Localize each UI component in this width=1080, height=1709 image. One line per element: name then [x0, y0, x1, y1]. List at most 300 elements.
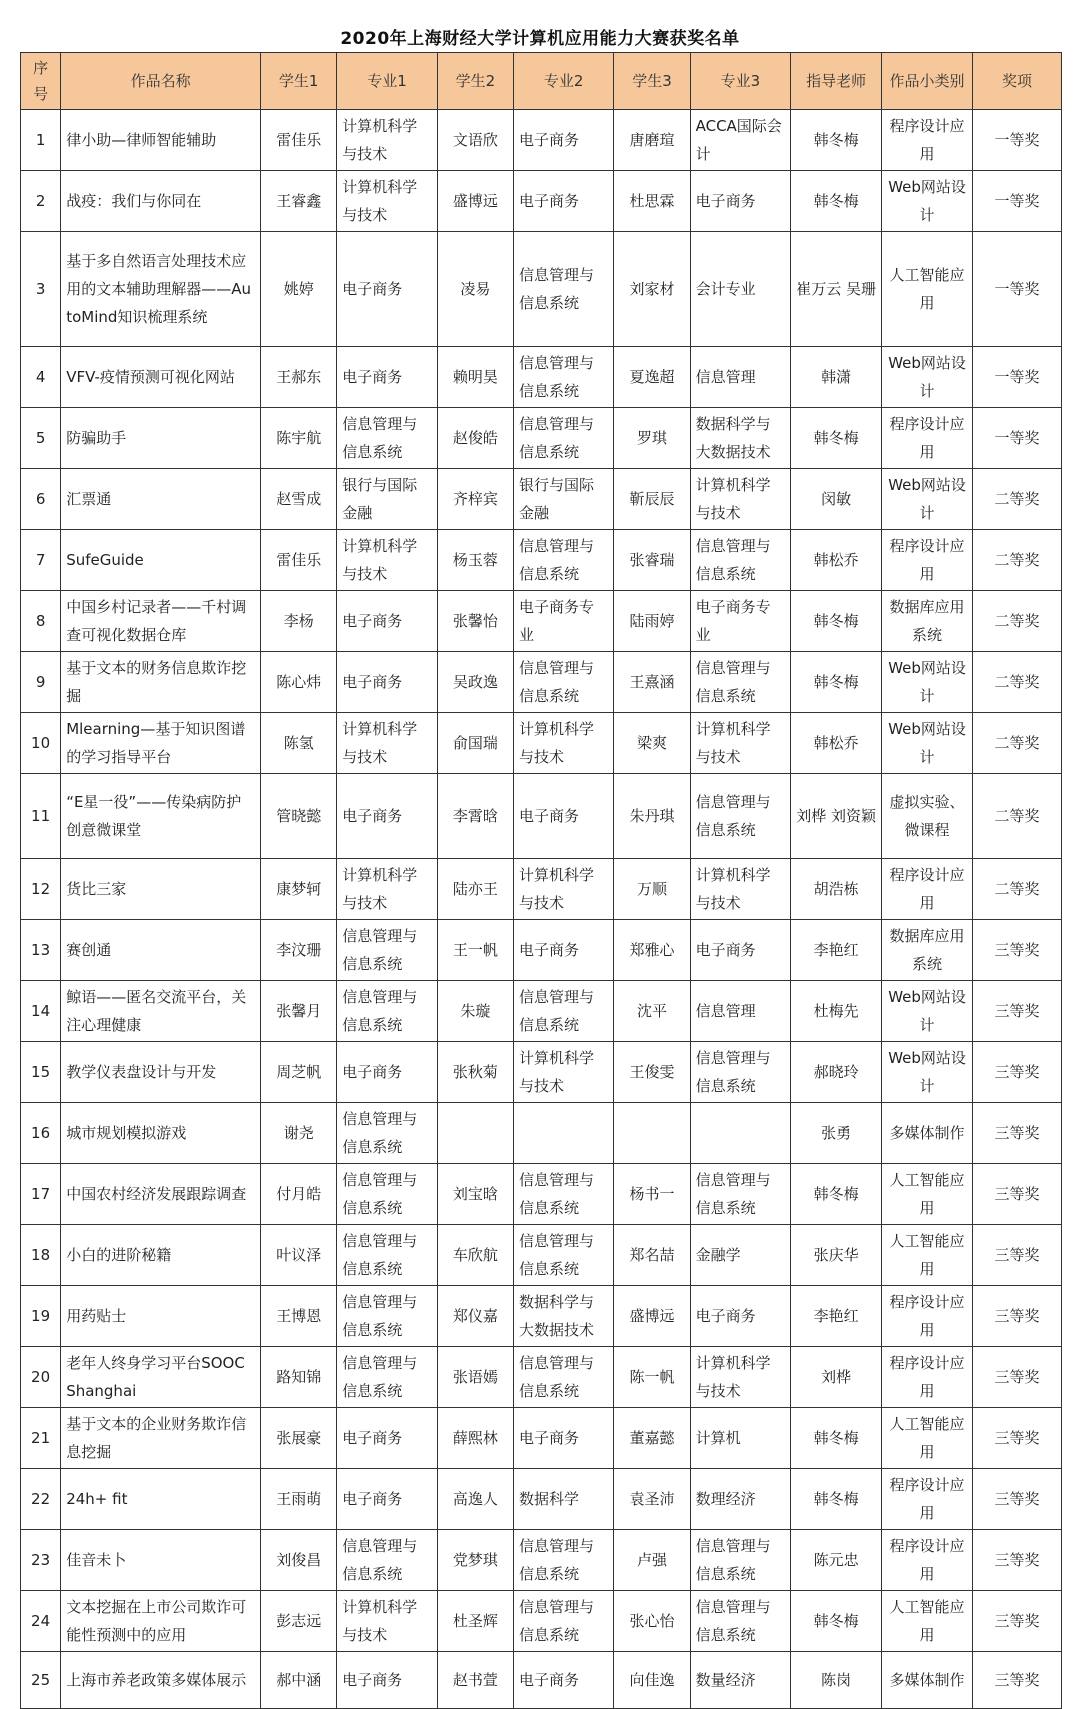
cell-index: 7	[21, 530, 61, 591]
cell-category: 数据库应用系统	[882, 591, 973, 652]
cell-major-3: 电子商务	[690, 920, 791, 981]
cell-category: 程序设计应用	[882, 1530, 973, 1591]
cell-major-2: 电子商务	[513, 1408, 614, 1469]
cell-award: 三等奖	[973, 1164, 1062, 1225]
table-row	[21, 981, 1062, 1042]
cell-index: 24	[21, 1591, 61, 1652]
cell-student-3: 梁爽	[614, 713, 690, 774]
cell-index: 1	[21, 110, 61, 171]
cell-work-name: 基于文本的财务信息欺诈挖掘	[61, 652, 261, 713]
cell-student-3	[614, 1103, 690, 1164]
cell-index: 12	[21, 859, 61, 920]
cell-student-2: 张馨怡	[437, 591, 513, 652]
cell-advisor: 郝晓玲	[791, 1042, 882, 1103]
header-col-work-name: 作品名称	[61, 53, 261, 110]
cell-major-1: 电子商务	[337, 347, 438, 408]
cell-major-2: 电子商务专业	[513, 591, 614, 652]
cell-major-2: 计算机科学与技术	[513, 713, 614, 774]
cell-work-name: “E星一役”——传染病防护创意微课堂	[61, 774, 261, 859]
cell-major-1: 计算机科学与技术	[337, 530, 438, 591]
cell-student-2: 俞国瑞	[437, 713, 513, 774]
cell-student-1: 李汶珊	[261, 920, 337, 981]
cell-advisor: 崔万云 吴珊	[791, 232, 882, 347]
cell-award: 二等奖	[973, 591, 1062, 652]
cell-index: 21	[21, 1408, 61, 1469]
cell-award: 二等奖	[973, 713, 1062, 774]
cell-award: 二等奖	[973, 469, 1062, 530]
cell-work-name: 老年人终身学习平台SOOC Shanghai	[61, 1347, 261, 1408]
cell-student-3: 王俊雯	[614, 1042, 690, 1103]
cell-award: 三等奖	[973, 1042, 1062, 1103]
cell-advisor: 韩冬梅	[791, 408, 882, 469]
table-header-row	[21, 53, 1062, 110]
cell-student-2: 朱璇	[437, 981, 513, 1042]
cell-advisor: 韩松乔	[791, 530, 882, 591]
cell-category: 程序设计应用	[882, 530, 973, 591]
header-col-student-2: 学生2	[437, 53, 513, 110]
cell-work-name: 鲸语——匿名交流平台，关注心理健康	[61, 981, 261, 1042]
table-row	[21, 1530, 1062, 1591]
cell-major-3: 电子商务专业	[690, 591, 791, 652]
cell-work-name: Mlearning—基于知识图谱的学习指导平台	[61, 713, 261, 774]
cell-major-1: 电子商务	[337, 774, 438, 859]
cell-student-3: 万顺	[614, 859, 690, 920]
cell-award: 三等奖	[973, 1591, 1062, 1652]
cell-student-1: 叶议泽	[261, 1225, 337, 1286]
cell-work-name: 货比三家	[61, 859, 261, 920]
cell-major-3: 电子商务	[690, 171, 791, 232]
cell-work-name: 战疫：我们与你同在	[61, 171, 261, 232]
cell-student-2: 薛熙林	[437, 1408, 513, 1469]
cell-student-1: 路知锦	[261, 1347, 337, 1408]
cell-student-3: 陈一帆	[614, 1347, 690, 1408]
cell-index: 20	[21, 1347, 61, 1408]
cell-work-name: VFV-疫情预测可视化网站	[61, 347, 261, 408]
cell-major-3: 信息管理与信息系统	[690, 1591, 791, 1652]
table-row	[21, 1042, 1062, 1103]
cell-major-1: 电子商务	[337, 1408, 438, 1469]
cell-index: 17	[21, 1164, 61, 1225]
cell-award: 一等奖	[973, 110, 1062, 171]
cell-student-1: 陈心炜	[261, 652, 337, 713]
cell-student-2: 郑仪嘉	[437, 1286, 513, 1347]
award-table	[20, 52, 1062, 1709]
cell-work-name: 用药贴士	[61, 1286, 261, 1347]
cell-student-2: 盛博远	[437, 171, 513, 232]
cell-student-1: 付月皓	[261, 1164, 337, 1225]
cell-advisor: 李艳红	[791, 1286, 882, 1347]
cell-major-3: 数量经济	[690, 1652, 791, 1709]
cell-category: Web网站设计	[882, 1042, 973, 1103]
cell-work-name: SufeGuide	[61, 530, 261, 591]
cell-advisor: 杜梅先	[791, 981, 882, 1042]
cell-category: 程序设计应用	[882, 859, 973, 920]
cell-work-name: 基于多自然语言处理技术应用的文本辅助理解器——AutoMind知识梳理系统	[61, 232, 261, 347]
cell-category: 人工智能应用	[882, 1225, 973, 1286]
cell-category: Web网站设计	[882, 469, 973, 530]
cell-major-1: 信息管理与信息系统	[337, 1347, 438, 1408]
cell-student-3: 靳辰辰	[614, 469, 690, 530]
cell-student-2: 杜圣辉	[437, 1591, 513, 1652]
cell-award: 三等奖	[973, 1225, 1062, 1286]
cell-category: 人工智能应用	[882, 1164, 973, 1225]
table-row	[21, 1652, 1062, 1709]
table-row	[21, 347, 1062, 408]
cell-major-1: 信息管理与信息系统	[337, 981, 438, 1042]
cell-major-3: 信息管理与信息系统	[690, 1042, 791, 1103]
cell-major-2: 银行与国际金融	[513, 469, 614, 530]
cell-work-name: 赛创通	[61, 920, 261, 981]
cell-major-2: 电子商务	[513, 920, 614, 981]
table-row	[21, 591, 1062, 652]
cell-major-2: 信息管理与信息系统	[513, 1225, 614, 1286]
cell-student-3: 董嘉懿	[614, 1408, 690, 1469]
cell-work-name: 教学仪表盘设计与开发	[61, 1042, 261, 1103]
cell-student-1: 郝中涵	[261, 1652, 337, 1709]
header-col-major-2: 专业2	[513, 53, 614, 110]
cell-index: 23	[21, 1530, 61, 1591]
cell-work-name: 24h+ fit	[61, 1469, 261, 1530]
cell-major-3: 信息管理与信息系统	[690, 774, 791, 859]
cell-index: 22	[21, 1469, 61, 1530]
table-row	[21, 408, 1062, 469]
cell-major-3: 数理经济	[690, 1469, 791, 1530]
cell-major-3: 计算机	[690, 1408, 791, 1469]
cell-student-3: 唐磨瑄	[614, 110, 690, 171]
cell-student-3: 向佳逸	[614, 1652, 690, 1709]
cell-index: 25	[21, 1652, 61, 1709]
table-row	[21, 1286, 1062, 1347]
cell-award: 三等奖	[973, 1103, 1062, 1164]
cell-index: 3	[21, 232, 61, 347]
table-row	[21, 171, 1062, 232]
cell-student-2: 党梦琪	[437, 1530, 513, 1591]
cell-category: 程序设计应用	[882, 1347, 973, 1408]
cell-major-2: 数据科学与大数据技术	[513, 1286, 614, 1347]
cell-student-2: 刘宝晗	[437, 1164, 513, 1225]
table-row	[21, 1469, 1062, 1530]
cell-student-2: 陆亦王	[437, 859, 513, 920]
table-row	[21, 1408, 1062, 1469]
cell-advisor: 韩冬梅	[791, 1408, 882, 1469]
cell-award: 三等奖	[973, 1347, 1062, 1408]
cell-award: 二等奖	[973, 774, 1062, 859]
cell-student-3: 郑雅心	[614, 920, 690, 981]
cell-award: 一等奖	[973, 232, 1062, 347]
cell-major-1: 电子商务	[337, 652, 438, 713]
cell-category: 虚拟实验、微课程	[882, 774, 973, 859]
cell-major-1: 电子商务	[337, 232, 438, 347]
cell-advisor: 韩潇	[791, 347, 882, 408]
cell-category: 人工智能应用	[882, 1591, 973, 1652]
cell-major-2: 信息管理与信息系统	[513, 1164, 614, 1225]
cell-student-2: 赖明昊	[437, 347, 513, 408]
cell-major-1: 电子商务	[337, 1469, 438, 1530]
cell-work-name: 上海市养老政策多媒体展示	[61, 1652, 261, 1709]
table-row	[21, 713, 1062, 774]
cell-major-2: 信息管理与信息系统	[513, 408, 614, 469]
header-col-advisor: 指导老师	[791, 53, 882, 110]
cell-advisor: 刘桦 刘资颖	[791, 774, 882, 859]
cell-advisor: 韩冬梅	[791, 1469, 882, 1530]
cell-award: 一等奖	[973, 408, 1062, 469]
cell-major-1: 计算机科学与技术	[337, 859, 438, 920]
table-body	[21, 110, 1062, 1709]
page-title: 2020年上海财经大学计算机应用能力大赛获奖名单	[340, 29, 740, 49]
cell-major-3: 计算机科学与技术	[690, 713, 791, 774]
header-col-major-1: 专业1	[337, 53, 438, 110]
cell-major-2: 信息管理与信息系统	[513, 1347, 614, 1408]
cell-student-3: 陆雨婷	[614, 591, 690, 652]
cell-major-3: 信息管理与信息系统	[690, 1530, 791, 1591]
cell-student-2: 王一帆	[437, 920, 513, 981]
cell-student-3: 杨书一	[614, 1164, 690, 1225]
cell-student-2: 文语欣	[437, 110, 513, 171]
cell-award: 三等奖	[973, 920, 1062, 981]
table-row	[21, 110, 1062, 171]
cell-advisor: 韩冬梅	[791, 591, 882, 652]
cell-student-2: 张秋菊	[437, 1042, 513, 1103]
cell-major-3	[690, 1103, 791, 1164]
cell-student-1: 王雨萌	[261, 1469, 337, 1530]
cell-advisor: 闵敏	[791, 469, 882, 530]
cell-student-1: 张展豪	[261, 1408, 337, 1469]
cell-student-1: 周芝帆	[261, 1042, 337, 1103]
cell-category: Web网站设计	[882, 981, 973, 1042]
cell-student-2: 杨玉蓉	[437, 530, 513, 591]
cell-category: Web网站设计	[882, 652, 973, 713]
header-col-index: 序号	[21, 53, 61, 110]
cell-index: 8	[21, 591, 61, 652]
cell-index: 6	[21, 469, 61, 530]
cell-award: 二等奖	[973, 652, 1062, 713]
cell-advisor: 张勇	[791, 1103, 882, 1164]
cell-category: Web网站设计	[882, 713, 973, 774]
cell-advisor: 陈岗	[791, 1652, 882, 1709]
cell-major-3: 计算机科学与技术	[690, 1347, 791, 1408]
cell-index: 18	[21, 1225, 61, 1286]
cell-advisor: 韩冬梅	[791, 652, 882, 713]
cell-index: 15	[21, 1042, 61, 1103]
cell-index: 14	[21, 981, 61, 1042]
cell-student-1: 王睿鑫	[261, 171, 337, 232]
cell-student-3: 袁圣沛	[614, 1469, 690, 1530]
cell-major-2: 信息管理与信息系统	[513, 652, 614, 713]
cell-category: 程序设计应用	[882, 1469, 973, 1530]
cell-advisor: 韩冬梅	[791, 110, 882, 171]
cell-award: 三等奖	[973, 1286, 1062, 1347]
table-row	[21, 859, 1062, 920]
cell-award: 二等奖	[973, 530, 1062, 591]
cell-major-1: 信息管理与信息系统	[337, 1225, 438, 1286]
cell-category: 数据库应用系统	[882, 920, 973, 981]
cell-major-3: 数据科学与大数据技术	[690, 408, 791, 469]
cell-major-1: 计算机科学与技术	[337, 110, 438, 171]
cell-major-2: 信息管理与信息系统	[513, 981, 614, 1042]
cell-major-2: 电子商务	[513, 110, 614, 171]
table-row	[21, 530, 1062, 591]
cell-major-3: 金融学	[690, 1225, 791, 1286]
cell-student-1: 雷佳乐	[261, 530, 337, 591]
cell-advisor: 韩冬梅	[791, 1591, 882, 1652]
cell-student-3: 杜思霖	[614, 171, 690, 232]
cell-index: 10	[21, 713, 61, 774]
table-row	[21, 920, 1062, 981]
cell-work-name: 中国乡村记录者——千村调查可视化数据仓库	[61, 591, 261, 652]
cell-student-1: 王博恩	[261, 1286, 337, 1347]
cell-category: 多媒体制作	[882, 1652, 973, 1709]
cell-student-1: 李杨	[261, 591, 337, 652]
cell-student-3: 沈平	[614, 981, 690, 1042]
cell-student-3: 罗琪	[614, 408, 690, 469]
cell-major-2: 电子商务	[513, 1652, 614, 1709]
cell-major-2: 信息管理与信息系统	[513, 530, 614, 591]
cell-student-1: 陈宇航	[261, 408, 337, 469]
cell-student-1: 谢尧	[261, 1103, 337, 1164]
cell-major-1: 电子商务	[337, 591, 438, 652]
cell-student-3: 张心怡	[614, 1591, 690, 1652]
cell-advisor: 张庆华	[791, 1225, 882, 1286]
cell-work-name: 中国农村经济发展跟踪调查	[61, 1164, 261, 1225]
cell-major-1: 计算机科学与技术	[337, 171, 438, 232]
cell-work-name: 文本挖掘在上市公司欺诈可能性预测中的应用	[61, 1591, 261, 1652]
cell-student-2: 赵俊皓	[437, 408, 513, 469]
table-row	[21, 1103, 1062, 1164]
cell-category: 多媒体制作	[882, 1103, 973, 1164]
cell-category: 程序设计应用	[882, 408, 973, 469]
cell-advisor: 陈元忠	[791, 1530, 882, 1591]
cell-advisor: 韩松乔	[791, 713, 882, 774]
cell-major-3: 计算机科学与技术	[690, 859, 791, 920]
cell-index: 11	[21, 774, 61, 859]
cell-index: 2	[21, 171, 61, 232]
cell-index: 5	[21, 408, 61, 469]
cell-index: 16	[21, 1103, 61, 1164]
cell-student-1: 彭志远	[261, 1591, 337, 1652]
cell-student-2: 凌易	[437, 232, 513, 347]
cell-major-2: 信息管理与信息系统	[513, 347, 614, 408]
cell-advisor: 胡浩栋	[791, 859, 882, 920]
cell-major-2: 计算机科学与技术	[513, 859, 614, 920]
cell-student-1: 刘俊昌	[261, 1530, 337, 1591]
cell-student-1: 姚婷	[261, 232, 337, 347]
cell-major-1: 电子商务	[337, 1042, 438, 1103]
cell-major-2: 电子商务	[513, 774, 614, 859]
cell-index: 9	[21, 652, 61, 713]
cell-student-3: 卢强	[614, 1530, 690, 1591]
cell-student-1: 赵雪成	[261, 469, 337, 530]
cell-major-3: ACCA国际会计	[690, 110, 791, 171]
cell-work-name: 防骗助手	[61, 408, 261, 469]
cell-student-3: 朱丹琪	[614, 774, 690, 859]
table-row	[21, 1164, 1062, 1225]
cell-major-1: 信息管理与信息系统	[337, 920, 438, 981]
table-row	[21, 652, 1062, 713]
header-col-category: 作品小类别	[882, 53, 973, 110]
cell-category: 人工智能应用	[882, 232, 973, 347]
cell-award: 三等奖	[973, 1530, 1062, 1591]
cell-award: 二等奖	[973, 859, 1062, 920]
cell-index: 13	[21, 920, 61, 981]
cell-student-2: 李霄晗	[437, 774, 513, 859]
cell-major-1: 信息管理与信息系统	[337, 1286, 438, 1347]
cell-award: 三等奖	[973, 981, 1062, 1042]
cell-award: 三等奖	[973, 1469, 1062, 1530]
header-col-student-3: 学生3	[614, 53, 690, 110]
cell-major-3: 信息管理与信息系统	[690, 1164, 791, 1225]
cell-student-3: 刘家材	[614, 232, 690, 347]
cell-advisor: 韩冬梅	[791, 1164, 882, 1225]
cell-student-1: 陈氢	[261, 713, 337, 774]
cell-student-1: 雷佳乐	[261, 110, 337, 171]
cell-student-2: 赵书萱	[437, 1652, 513, 1709]
cell-category: Web网站设计	[882, 347, 973, 408]
cell-category: Web网站设计	[882, 171, 973, 232]
cell-major-2: 信息管理与信息系统	[513, 232, 614, 347]
cell-major-1: 银行与国际金融	[337, 469, 438, 530]
table-row	[21, 469, 1062, 530]
cell-major-1: 计算机科学与技术	[337, 713, 438, 774]
cell-work-name: 基于文本的企业财务欺诈信息挖掘	[61, 1408, 261, 1469]
cell-major-3: 信息管理与信息系统	[690, 530, 791, 591]
table-row	[21, 1591, 1062, 1652]
cell-major-1: 计算机科学与技术	[337, 1591, 438, 1652]
cell-major-1: 信息管理与信息系统	[337, 1103, 438, 1164]
cell-major-2: 电子商务	[513, 171, 614, 232]
header-col-award: 奖项	[973, 53, 1062, 110]
cell-student-2: 吴政逸	[437, 652, 513, 713]
cell-student-2: 高逸人	[437, 1469, 513, 1530]
cell-student-3: 张睿瑞	[614, 530, 690, 591]
cell-award: 三等奖	[973, 1408, 1062, 1469]
cell-category: 人工智能应用	[882, 1408, 973, 1469]
cell-index: 19	[21, 1286, 61, 1347]
cell-student-3: 郑名喆	[614, 1225, 690, 1286]
cell-major-3: 计算机科学与技术	[690, 469, 791, 530]
cell-major-3: 电子商务	[690, 1286, 791, 1347]
cell-work-name: 小白的进阶秘籍	[61, 1225, 261, 1286]
cell-major-1: 电子商务	[337, 1652, 438, 1709]
cell-major-3: 信息管理	[690, 981, 791, 1042]
cell-major-2: 数据科学	[513, 1469, 614, 1530]
cell-major-3: 信息管理与信息系统	[690, 652, 791, 713]
cell-student-1: 管晓懿	[261, 774, 337, 859]
cell-category: 程序设计应用	[882, 110, 973, 171]
header-col-major-3: 专业3	[690, 53, 791, 110]
cell-student-3: 夏逸超	[614, 347, 690, 408]
cell-major-1: 信息管理与信息系统	[337, 1530, 438, 1591]
cell-major-1: 信息管理与信息系统	[337, 408, 438, 469]
cell-award: 一等奖	[973, 171, 1062, 232]
cell-advisor: 韩冬梅	[791, 171, 882, 232]
cell-student-2	[437, 1103, 513, 1164]
table-row	[21, 1225, 1062, 1286]
cell-work-name: 城市规划模拟游戏	[61, 1103, 261, 1164]
cell-student-1: 张馨月	[261, 981, 337, 1042]
cell-student-3: 王熹涵	[614, 652, 690, 713]
table-row	[21, 232, 1062, 347]
table-row	[21, 1347, 1062, 1408]
cell-award: 三等奖	[973, 1652, 1062, 1709]
cell-student-2: 车欣航	[437, 1225, 513, 1286]
cell-award: 一等奖	[973, 347, 1062, 408]
cell-work-name: 佳音未卜	[61, 1530, 261, 1591]
cell-major-2: 计算机科学与技术	[513, 1042, 614, 1103]
cell-major-1: 信息管理与信息系统	[337, 1164, 438, 1225]
cell-category: 程序设计应用	[882, 1286, 973, 1347]
cell-major-2: 信息管理与信息系统	[513, 1530, 614, 1591]
cell-student-1: 王郝东	[261, 347, 337, 408]
